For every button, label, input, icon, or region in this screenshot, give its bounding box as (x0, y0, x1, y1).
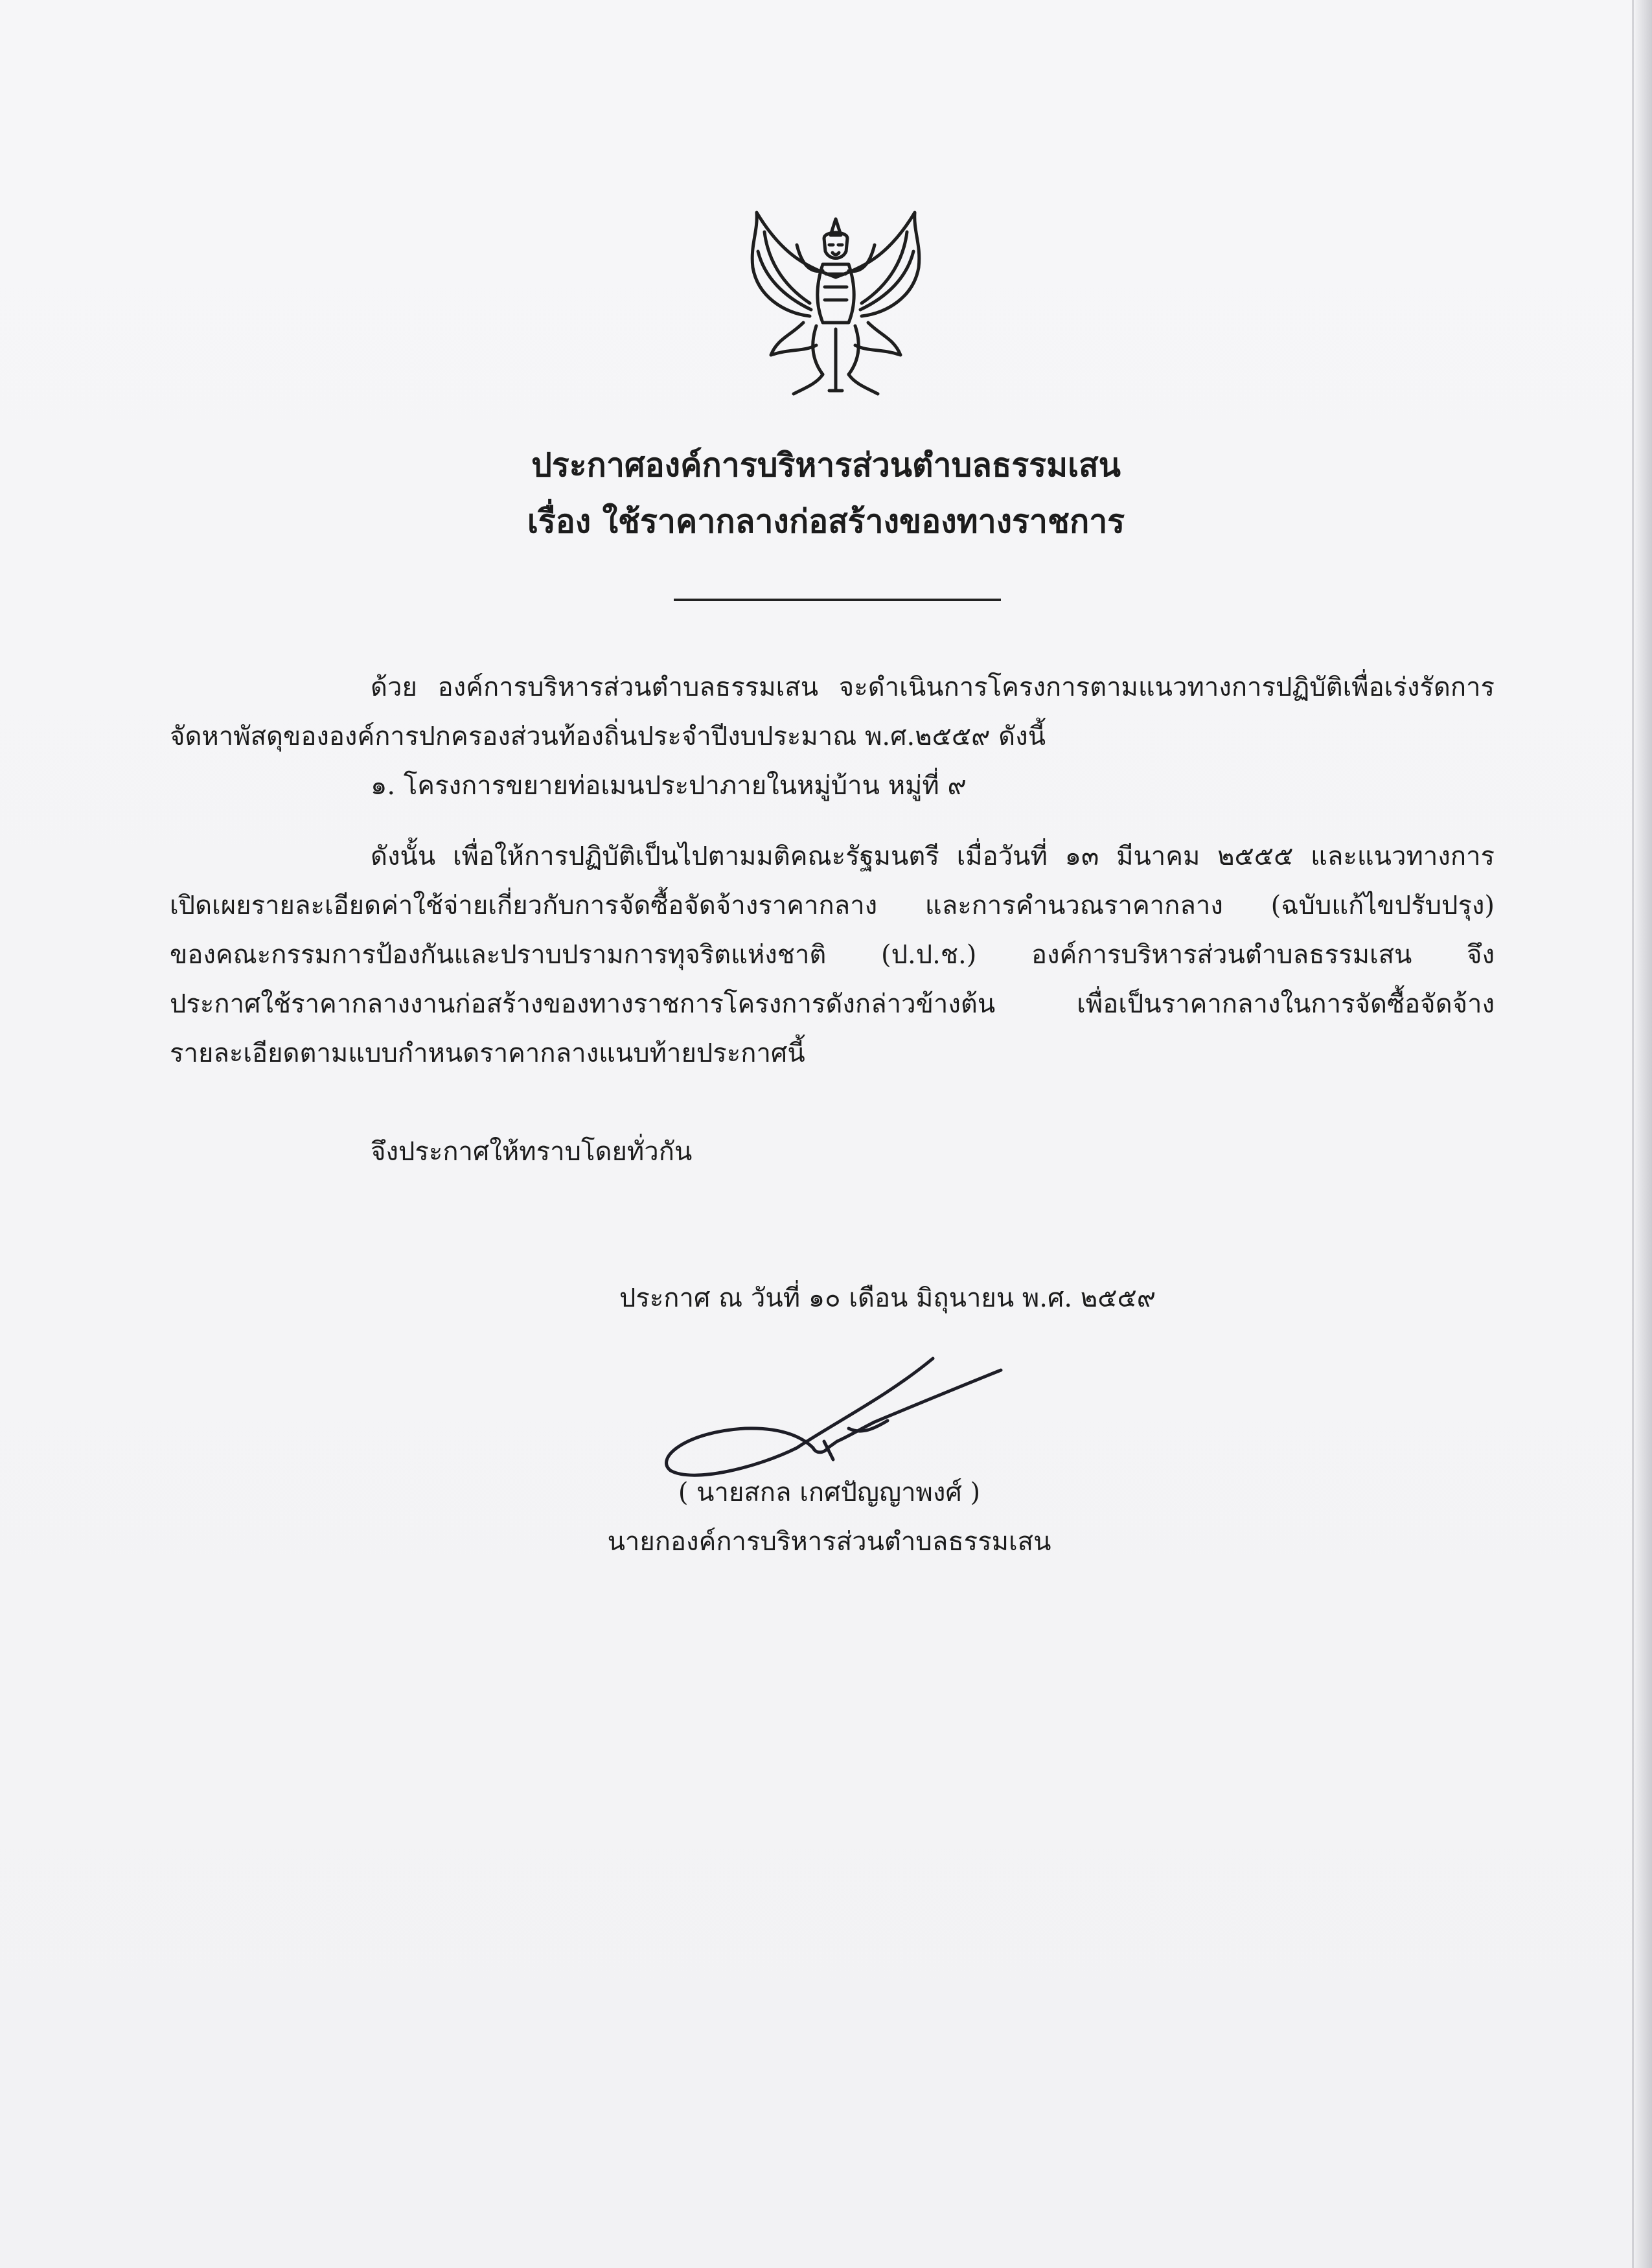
announcement-date: ประกาศ ณ วันที่ ๑๐ เดือน มิถุนายน พ.ศ. ๒๕๕๙ (619, 1283, 1156, 1313)
paragraph-1-line-1: ด้วย องค์การบริหารส่วนตำบลธรรมเสน จะดำเนินการโครงการตามแนวทางการปฏิบัติเพื่อเร่งรัดการ (371, 672, 1495, 702)
title-divider (674, 599, 1001, 601)
page-edge-line (1632, 0, 1634, 2268)
paragraph-1-line-2: จัดหาพัสดุขององค์การปกครองส่วนท้องถิ่นประจำปีงบประมาณ พ.ศ.๒๕๕๙ ดังนี้ (170, 722, 1046, 751)
paragraph-2-line-4: ประกาศใช้ราคากลางงานก่อสร้างของทางราชการโครงการดังกล่าวข้างต้น เพื่อเป็นราคากลางในการจัดซื้อจัดจ้าง (170, 989, 1495, 1019)
announcement-title: ประกาศองค์การบริหารส่วนตำบลธรรมเสน (531, 446, 1121, 484)
signatory-position: นายกองค์การบริหารส่วนตำบลธรรมเสน (607, 1527, 1051, 1557)
closing-sentence: จึงประกาศให้ทราบโดยทั่วกัน (371, 1137, 693, 1167)
page-edge-shadow (1633, 0, 1652, 2268)
paragraph-2-line-2: เปิดเผยรายละเอียดค่าใช้จ่ายเกี่ยวกับการจัดซื้อจัดจ้างราคากลาง และการคำนวณราคากลาง (ฉบับแก้ไขปรับปรุง) (170, 891, 1495, 921)
paragraph-2-line-1: ดังนั้น เพื่อให้การปฏิบัติเป็นไปตามมติคณะรัฐมนตรี เมื่อวันที่ ๑๓ มีนาคม ๒๕๕๕ และแนวทางการ (371, 842, 1495, 871)
handwritten-signature (654, 1351, 1017, 1487)
garuda-emblem-icon (739, 206, 933, 400)
paragraph-2-line-3: ของคณะกรรมการป้องกันและปราบปรามการทุจริตแห่งชาติ (ป.ป.ช.) องค์การบริหารส่วนตำบลธรรมเสน จึง (170, 940, 1495, 970)
paragraph-2-line-5: รายละเอียดตามแบบกำหนดราคากลางแนบท้ายประกาศนี้ (170, 1038, 805, 1068)
project-item-1: ๑. โครงการขยายท่อเมนประปาภายในหมู่บ้าน หมู่ที่ ๙ (371, 771, 967, 801)
announcement-subject: เรื่อง ใช้ราคากลางก่อสร้างของทางราชการ (527, 502, 1125, 540)
signatory-name: ( นายสกล เกศปัญญาพงศ์ ) (678, 1478, 981, 1507)
